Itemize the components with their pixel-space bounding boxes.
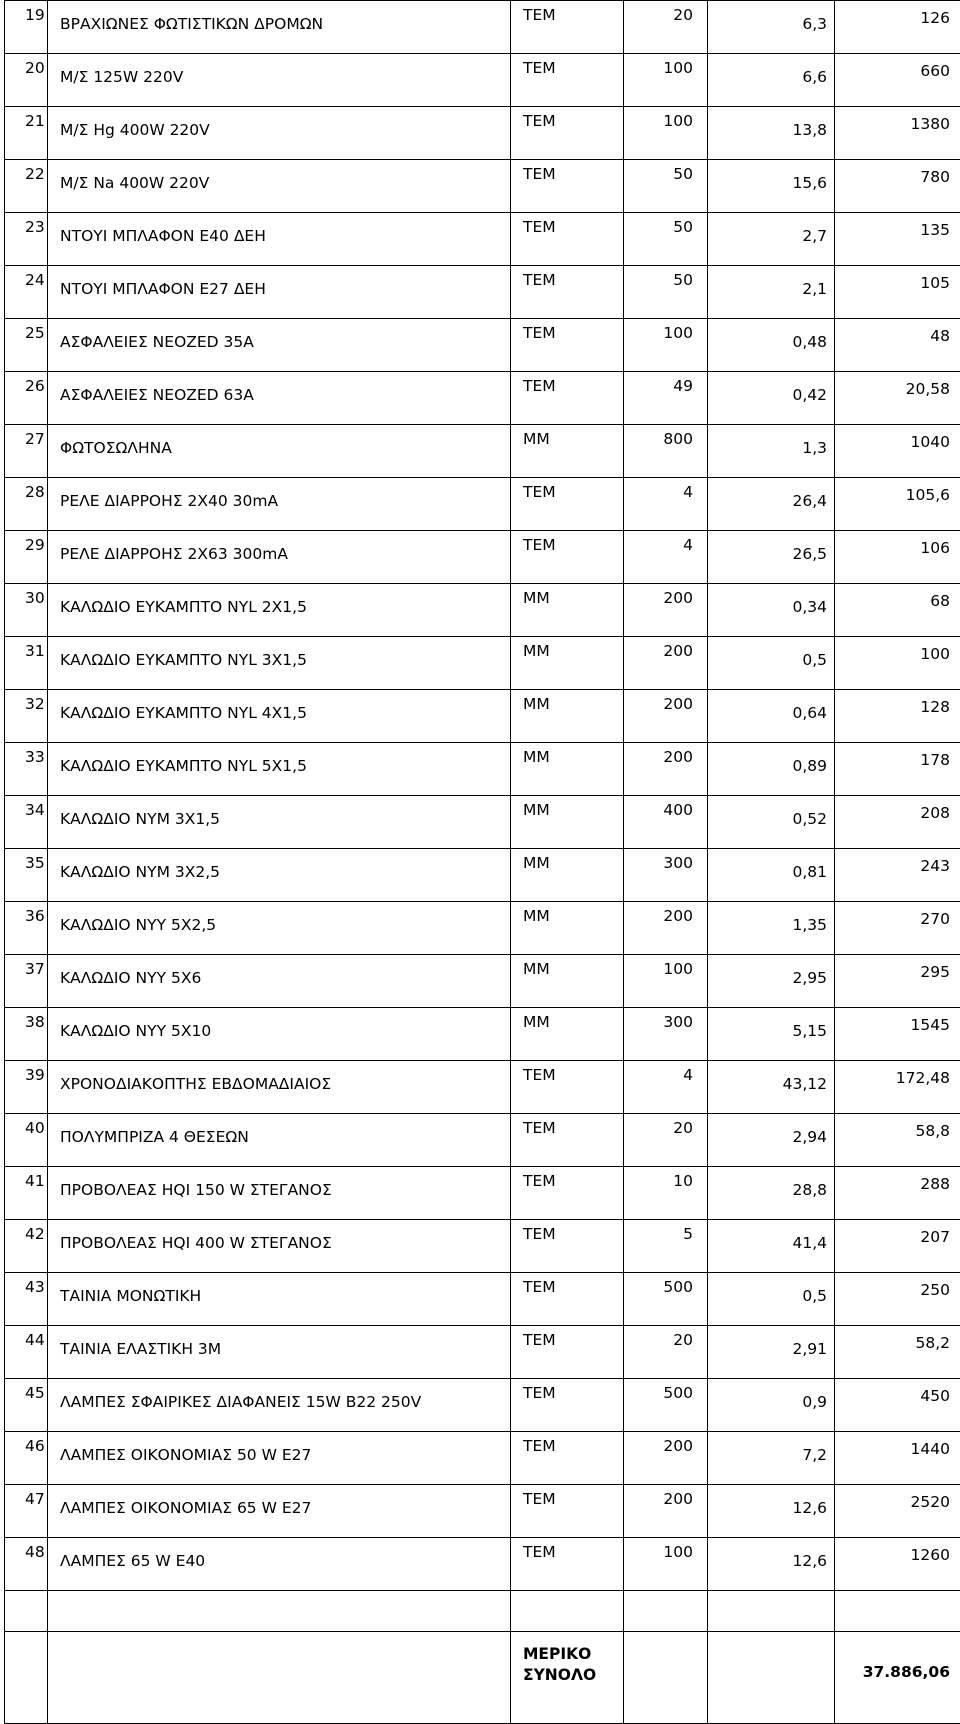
item-description: ΑΣΦΑΛΕΙΕΣ ΝΕΟΖED 35A: [48, 319, 511, 372]
table-row: [5, 1, 960, 54]
table-row: [5, 319, 960, 372]
table-row: [5, 955, 960, 1008]
item-total: 58,2: [835, 1326, 960, 1379]
item-number: 21: [5, 107, 48, 160]
item-total: 250: [835, 1273, 960, 1326]
item-unit: ΜΜ: [511, 849, 624, 902]
item-unit: ΤΕΜ: [511, 1114, 624, 1167]
item-unit-price: 13,8: [708, 107, 835, 160]
item-quantity: 100: [624, 955, 708, 1008]
item-unit: ΜΜ: [511, 902, 624, 955]
table-body: [5, 1, 960, 1591]
item-unit-price: 41,4: [708, 1220, 835, 1273]
item-total: 295: [835, 955, 960, 1008]
item-quantity: 20: [624, 1326, 708, 1379]
item-quantity: 200: [624, 637, 708, 690]
item-number: 47: [5, 1485, 48, 1538]
item-unit-price: 0,5: [708, 637, 835, 690]
item-quantity: 400: [624, 796, 708, 849]
item-quantity: 500: [624, 1379, 708, 1432]
item-description: ΝΤΟΥΙ ΜΠΛΑΦΟΝ Ε40 ΔΕΗ: [48, 213, 511, 266]
item-total: 207: [835, 1220, 960, 1273]
item-number: 40: [5, 1114, 48, 1167]
item-total: 105,6: [835, 478, 960, 531]
item-unit: ΜΜ: [511, 796, 624, 849]
item-quantity: 20: [624, 1114, 708, 1167]
item-description: ΚΑΛΩΔΙΟ NYM 3X2,5: [48, 849, 511, 902]
item-unit: ΤΕΜ: [511, 1432, 624, 1485]
table-row: [5, 1061, 960, 1114]
item-total: 172,48: [835, 1061, 960, 1114]
item-total: 106: [835, 531, 960, 584]
item-quantity: 800: [624, 425, 708, 478]
table-row: [5, 531, 960, 584]
item-number: 30: [5, 584, 48, 637]
item-number: 42: [5, 1220, 48, 1273]
item-unit-price: 43,12: [708, 1061, 835, 1114]
item-unit: ΤΕΜ: [511, 478, 624, 531]
item-number: 43: [5, 1273, 48, 1326]
item-description: ΡΕΛΕ ΔΙΑΡΡΟΗΣ 2Χ63 300mA: [48, 531, 511, 584]
item-total: 660: [835, 54, 960, 107]
table-row: [5, 849, 960, 902]
item-description: ΚΑΛΩΔΙΟ NYM 3X1,5: [48, 796, 511, 849]
item-quantity: 50: [624, 160, 708, 213]
item-unit-price: 2,94: [708, 1114, 835, 1167]
item-number: 20: [5, 54, 48, 107]
item-unit-price: 26,4: [708, 478, 835, 531]
table-row: [5, 1220, 960, 1273]
table-row: [5, 743, 960, 796]
subtotal-value: 37.886,06: [835, 1632, 960, 1724]
item-unit-price: 0,48: [708, 319, 835, 372]
item-unit: ΜΜ: [511, 584, 624, 637]
item-unit: ΤΕΜ: [511, 107, 624, 160]
item-description: ΛΑΜΠΕΣ ΟΙΚΟΝΟΜΙΑΣ 65 W E27: [48, 1485, 511, 1538]
item-unit-price: 12,6: [708, 1538, 835, 1591]
item-total: 1545: [835, 1008, 960, 1061]
item-unit: ΤΕΜ: [511, 531, 624, 584]
item-number: 26: [5, 372, 48, 425]
item-unit-price: 2,95: [708, 955, 835, 1008]
item-quantity: 200: [624, 1485, 708, 1538]
table-row: [5, 1379, 960, 1432]
item-quantity: 10: [624, 1167, 708, 1220]
item-quantity: 200: [624, 743, 708, 796]
item-total: 2520: [835, 1485, 960, 1538]
item-total: 48: [835, 319, 960, 372]
table-row: [5, 107, 960, 160]
item-unit-price: 15,6: [708, 160, 835, 213]
item-number: 39: [5, 1061, 48, 1114]
item-description: ΤΑΙΝΙΑ ΕΛΑΣΤΙΚΗ 3Μ: [48, 1326, 511, 1379]
item-description: ΠΡΟΒΟΛΕΑΣ HQI 150 W ΣΤΕΓΑΝΟΣ: [48, 1167, 511, 1220]
item-total: 100: [835, 637, 960, 690]
item-quantity: 4: [624, 478, 708, 531]
item-number: 19: [5, 1, 48, 54]
item-unit-price: 6,6: [708, 54, 835, 107]
item-quantity: 50: [624, 213, 708, 266]
item-quantity: 100: [624, 319, 708, 372]
table-row: [5, 1326, 960, 1379]
item-unit: ΤΕΜ: [511, 1326, 624, 1379]
item-quantity: 200: [624, 690, 708, 743]
item-description: ΚΑΛΩΔΙΟ ΕΥΚΑΜΠΤΟ NYL 4X1,5: [48, 690, 511, 743]
item-number: 34: [5, 796, 48, 849]
item-total: 105: [835, 266, 960, 319]
item-description: ΒΡΑΧΙΩΝΕΣ ΦΩΤΙΣΤΙΚΩΝ ΔΡΟΜΩΝ: [48, 1, 511, 54]
table-row: [5, 1008, 960, 1061]
item-number: 32: [5, 690, 48, 743]
item-quantity: 300: [624, 849, 708, 902]
item-number: 24: [5, 266, 48, 319]
item-total: 208: [835, 796, 960, 849]
item-number: 25: [5, 319, 48, 372]
item-description: ΠΟΛΥΜΠΡΙΖΑ 4 ΘΕΣΕΩΝ: [48, 1114, 511, 1167]
item-unit-price: 0,81: [708, 849, 835, 902]
item-unit-price: 0,89: [708, 743, 835, 796]
item-unit: ΤΕΜ: [511, 319, 624, 372]
table-row: [5, 796, 960, 849]
item-unit-price: 1,35: [708, 902, 835, 955]
item-total: 126: [835, 1, 960, 54]
item-description: ΚΑΛΩΔΙΟ NYY 5X10: [48, 1008, 511, 1061]
item-unit: ΤΕΜ: [511, 1220, 624, 1273]
item-unit: ΜΜ: [511, 955, 624, 1008]
item-unit-price: 0,5: [708, 1273, 835, 1326]
price-list-table: [4, 0, 960, 1724]
item-total: 58,8: [835, 1114, 960, 1167]
item-quantity: 100: [624, 1538, 708, 1591]
item-description: Μ/Σ Na 400W 220V: [48, 160, 511, 213]
item-unit: ΤΕΜ: [511, 160, 624, 213]
subtotal-row: [5, 1632, 960, 1724]
item-total: 780: [835, 160, 960, 213]
item-total: 1440: [835, 1432, 960, 1485]
item-description: ΛΑΜΠΕΣ ΟΙΚΟΝΟΜΙΑΣ 50 W E27: [48, 1432, 511, 1485]
item-description: Μ/Σ 125W 220V: [48, 54, 511, 107]
table-row: [5, 1114, 960, 1167]
item-quantity: 20: [624, 1, 708, 54]
item-quantity: 300: [624, 1008, 708, 1061]
item-number: 31: [5, 637, 48, 690]
item-quantity: 500: [624, 1273, 708, 1326]
item-number: 37: [5, 955, 48, 1008]
item-number: 38: [5, 1008, 48, 1061]
item-unit: ΤΕΜ: [511, 1167, 624, 1220]
subtotal-label: ΜΕΡΙΚΟ ΣΥΝΟΛΟ: [511, 1632, 624, 1724]
item-unit-price: 28,8: [708, 1167, 835, 1220]
item-total: 1260: [835, 1538, 960, 1591]
table-row: [5, 1538, 960, 1591]
item-unit-price: 0,64: [708, 690, 835, 743]
item-unit-price: 2,91: [708, 1326, 835, 1379]
item-description: ΚΑΛΩΔΙΟ ΕΥΚΑΜΠΤΟ NYL 3X1,5: [48, 637, 511, 690]
item-number: 41: [5, 1167, 48, 1220]
item-unit-price: 26,5: [708, 531, 835, 584]
item-number: 48: [5, 1538, 48, 1591]
item-total: 288: [835, 1167, 960, 1220]
item-unit-price: 0,42: [708, 372, 835, 425]
item-unit-price: 5,15: [708, 1008, 835, 1061]
item-description: ΧΡΟΝΟΔΙΑΚΟΠΤΗΣ ΕΒΔΟΜΑΔΙΑΙΟΣ: [48, 1061, 511, 1114]
table-row: [5, 478, 960, 531]
item-number: 29: [5, 531, 48, 584]
item-quantity: 200: [624, 584, 708, 637]
item-unit-price: 2,1: [708, 266, 835, 319]
item-description: ΡΕΛΕ ΔΙΑΡΡΟΗΣ 2Χ40 30mA: [48, 478, 511, 531]
item-unit: ΜΜ: [511, 743, 624, 796]
item-description: ΦΩΤΟΣΩΛΗΝΑ: [48, 425, 511, 478]
item-number: 35: [5, 849, 48, 902]
item-quantity: 4: [624, 531, 708, 584]
table-row: [5, 266, 960, 319]
item-unit: ΤΕΜ: [511, 372, 624, 425]
item-number: 44: [5, 1326, 48, 1379]
blank-row: [5, 1591, 960, 1632]
item-description: ΚΑΛΩΔΙΟ ΕΥΚΑΜΠΤΟ NYL 5X1,5: [48, 743, 511, 796]
item-total: 178: [835, 743, 960, 796]
table-row: [5, 1432, 960, 1485]
item-description: ΠΡΟΒΟΛΕΑΣ HQI 400 W ΣΤΕΓΑΝΟΣ: [48, 1220, 511, 1273]
item-total: 128: [835, 690, 960, 743]
item-description: ΚΑΛΩΔΙΟ NYY 5X6: [48, 955, 511, 1008]
item-unit: ΤΕΜ: [511, 54, 624, 107]
table-row: [5, 902, 960, 955]
item-description: ΑΣΦΑΛΕΙΕΣ ΝΕΟΖED 63A: [48, 372, 511, 425]
item-description: ΚΑΛΩΔΙΟ NYY 5X2,5: [48, 902, 511, 955]
item-description: ΤΑΙΝΙΑ ΜΟΝΩΤΙΚΗ: [48, 1273, 511, 1326]
item-quantity: 200: [624, 902, 708, 955]
item-total: 270: [835, 902, 960, 955]
table-row: [5, 213, 960, 266]
table-row: [5, 637, 960, 690]
item-quantity: 49: [624, 372, 708, 425]
item-description: ΛΑΜΠΕΣ 65 W E40: [48, 1538, 511, 1591]
item-unit: ΜΜ: [511, 637, 624, 690]
table-row: [5, 1485, 960, 1538]
item-unit: ΜΜ: [511, 1008, 624, 1061]
item-unit: ΤΕΜ: [511, 213, 624, 266]
item-unit-price: 6,3: [708, 1, 835, 54]
item-number: 33: [5, 743, 48, 796]
item-unit-price: 1,3: [708, 425, 835, 478]
item-total: 1040: [835, 425, 960, 478]
table-row: [5, 54, 960, 107]
item-number: 27: [5, 425, 48, 478]
item-number: 28: [5, 478, 48, 531]
item-quantity: 100: [624, 107, 708, 160]
item-unit: ΤΕΜ: [511, 1273, 624, 1326]
item-unit-price: 0,34: [708, 584, 835, 637]
item-unit: ΜΜ: [511, 690, 624, 743]
item-number: 36: [5, 902, 48, 955]
item-unit-price: 7,2: [708, 1432, 835, 1485]
item-total: 450: [835, 1379, 960, 1432]
item-quantity: 100: [624, 54, 708, 107]
item-unit-price: 2,7: [708, 213, 835, 266]
item-unit-price: 0,52: [708, 796, 835, 849]
item-total: 243: [835, 849, 960, 902]
item-number: 22: [5, 160, 48, 213]
item-quantity: 4: [624, 1061, 708, 1114]
table-row: [5, 372, 960, 425]
item-total: 135: [835, 213, 960, 266]
item-description: ΚΑΛΩΔΙΟ ΕΥΚΑΜΠΤΟ NYL 2X1,5: [48, 584, 511, 637]
table-row: [5, 584, 960, 637]
item-unit: ΤΕΜ: [511, 1538, 624, 1591]
item-description: ΝΤΟΥΙ ΜΠΛΑΦΟΝ Ε27 ΔΕΗ: [48, 266, 511, 319]
item-total: 1380: [835, 107, 960, 160]
item-total: 20,58: [835, 372, 960, 425]
item-total: 68: [835, 584, 960, 637]
item-description: Μ/Σ Hg 400W 220V: [48, 107, 511, 160]
table-row: [5, 1273, 960, 1326]
item-unit: ΤΕΜ: [511, 1379, 624, 1432]
item-unit: ΤΕΜ: [511, 1, 624, 54]
item-unit: ΜΜ: [511, 425, 624, 478]
item-number: 45: [5, 1379, 48, 1432]
table-row: [5, 160, 960, 213]
item-number: 46: [5, 1432, 48, 1485]
item-unit: ΤΕΜ: [511, 266, 624, 319]
item-quantity: 5: [624, 1220, 708, 1273]
item-quantity: 50: [624, 266, 708, 319]
item-quantity: 200: [624, 1432, 708, 1485]
item-number: 23: [5, 213, 48, 266]
item-unit-price: 12,6: [708, 1485, 835, 1538]
table-row: [5, 690, 960, 743]
item-description: ΛΑΜΠΕΣ ΣΦΑΙΡΙΚΕΣ ΔΙΑΦΑΝΕΙΣ 15W B22 250V: [48, 1379, 511, 1432]
table-row: [5, 425, 960, 478]
item-unit-price: 0,9: [708, 1379, 835, 1432]
item-unit: ΤΕΜ: [511, 1485, 624, 1538]
table-row: [5, 1167, 960, 1220]
item-unit: ΤΕΜ: [511, 1061, 624, 1114]
